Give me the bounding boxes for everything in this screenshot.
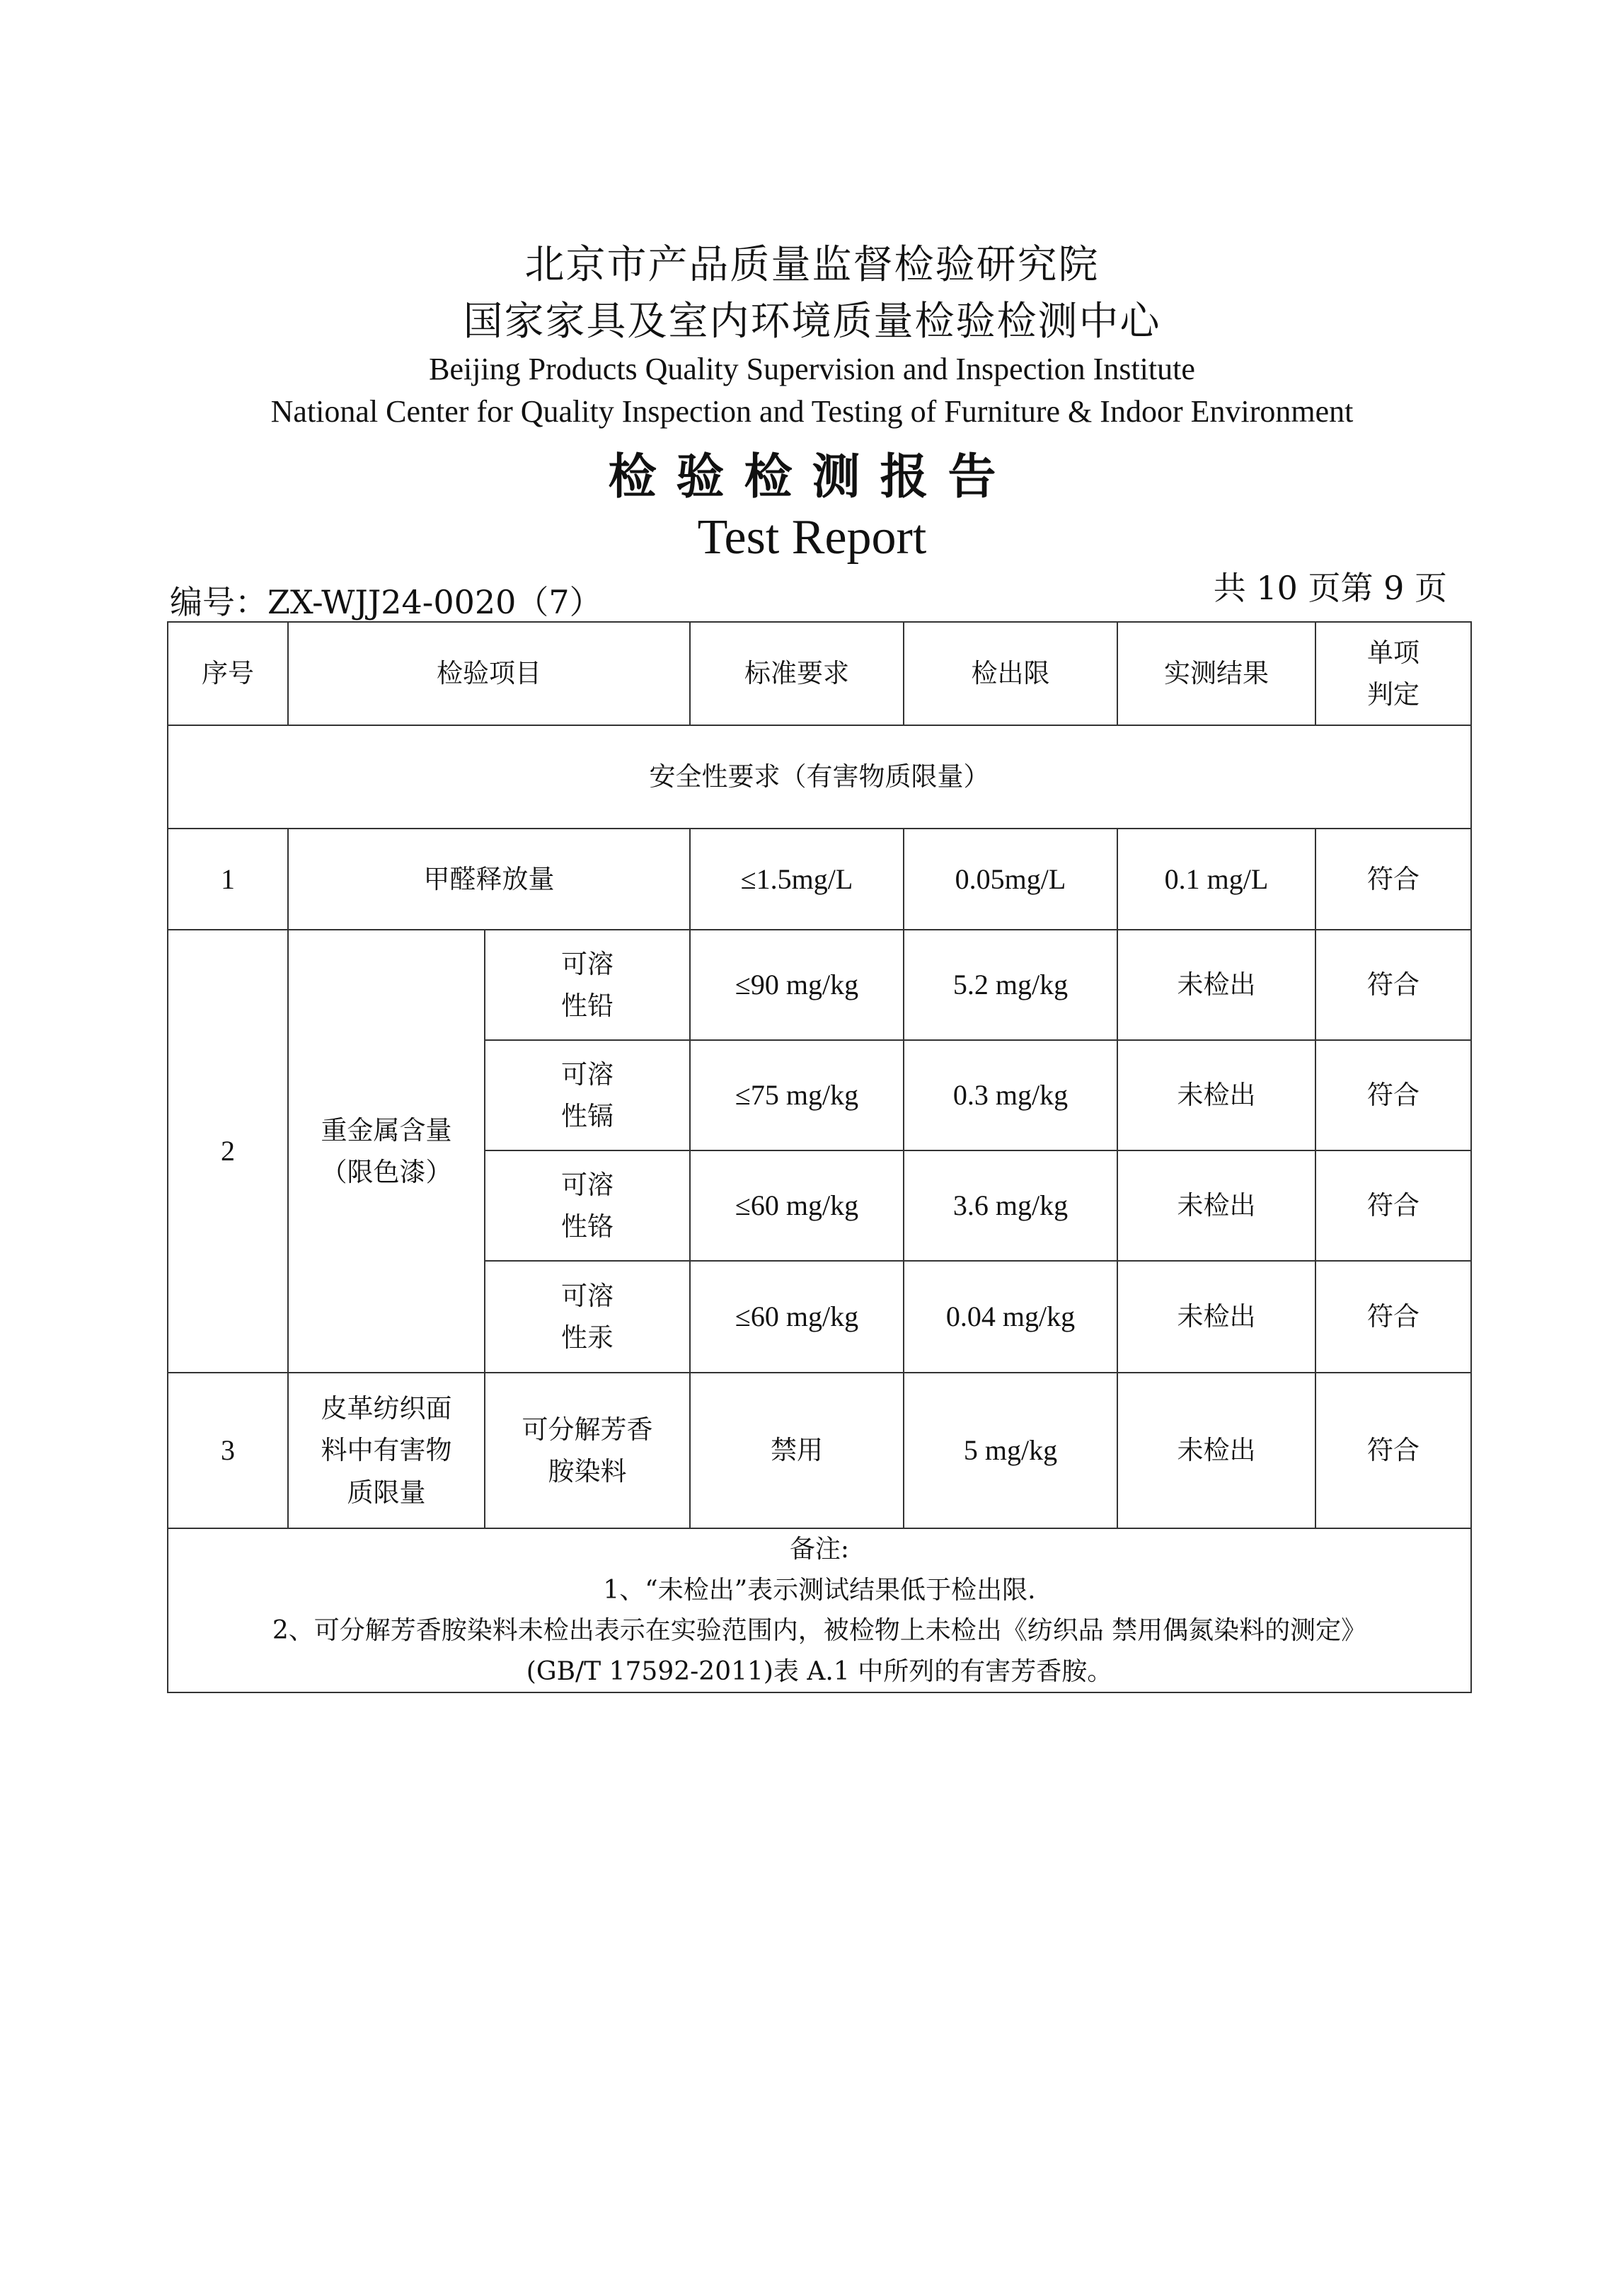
row2-sub-item [485,1040,690,1150]
row3-result: 未检出 [1117,1373,1315,1528]
row1-limit: 0.05mg/L [904,829,1117,930]
header-verdict [1315,622,1471,725]
notes-line1: 1、“未检出”表示测试结果低于检出限. [603,1575,1036,1605]
row3-limit: 5 mg/kg [904,1373,1117,1528]
row3-standard: 禁用 [690,1373,904,1528]
row2-verdict: 符合 [1315,930,1471,1040]
row2-result: 未检出 [1117,930,1315,1040]
sub-item-line1: 可溶 [561,1169,614,1200]
institute-name-en: Beijing Products Quality Supervision and Inspection Institute [429,352,1195,386]
header-no: 序号 [168,622,288,725]
row1-no: 1 [168,829,288,930]
row2-standard: ≤90 mg/kg [690,930,904,1040]
table-row [168,829,1471,930]
row2-verdict: 符合 [1315,1150,1471,1261]
row1-result: 0.1 mg/L [1117,829,1315,930]
section-row [168,725,1471,829]
row3-sub-item [485,1373,690,1528]
sub-item-line2: 性镉 [561,1101,614,1131]
notes [168,1528,1471,1692]
row3-item-line2: 料中有害物 [321,1435,452,1466]
notes-line3: (GB/T 17592-2011)表 A.1 中所列的有害芳香胺。 [526,1656,1113,1686]
row2-standard: ≤60 mg/kg [690,1150,904,1261]
header-verdict-line2: 判定 [1367,679,1419,710]
row3-no: 3 [168,1373,288,1528]
row2-verdict: 符合 [1315,1261,1471,1373]
table-row [168,930,1471,1040]
row2-no: 2 [168,930,288,1373]
header-verdict-line1: 单项 [1367,637,1419,668]
row2-item [288,930,485,1373]
notes-row [168,1528,1471,1692]
center-name-cn: 国家家具及室内环境质量检验检测中心 [463,299,1161,345]
row2-result: 未检出 [1117,1040,1315,1150]
row1-standard: ≤1.5mg/L [690,829,904,930]
row2-sub-item [485,930,690,1040]
row2-result: 未检出 [1117,1261,1315,1373]
page-info: 共 10 页第 9 页 [1213,569,1447,607]
row3-item-line3: 质限量 [347,1477,426,1508]
header-item: 检验项目 [288,622,690,725]
sub-item-line1: 可溶 [561,948,614,979]
sub-item-line1: 可溶 [561,1058,614,1090]
row2-item-line1: 重金属含量 [321,1114,452,1146]
sub-item-line2: 性铬 [561,1211,614,1242]
header-standard: 标准要求 [690,622,904,725]
notes-title: 备注: [789,1535,850,1564]
sub-item-line1: 可溶 [561,1280,614,1311]
row2-verdict: 符合 [1315,1040,1471,1150]
row2-limit: 0.3 mg/kg [904,1040,1117,1150]
section-title: 安全性要求（有害物质限量） [168,725,1471,829]
row2-sub-item [485,1261,690,1373]
table-header-row [168,622,1471,725]
row1-verdict: 符合 [1315,829,1471,930]
row2-result: 未检出 [1117,1150,1315,1261]
row3-sub-line2: 胺染料 [548,1456,627,1487]
row2-item-line2: （限色漆） [321,1157,452,1187]
table-row [168,1373,1471,1528]
row2-sub-item [485,1150,690,1261]
test-results-table [167,621,1472,1693]
header-result: 实测结果 [1117,622,1315,725]
institute-name-cn: 北京市产品质量监督检验研究院 [524,242,1100,288]
row3-sub-line1: 可分解芳香 [522,1414,653,1445]
sub-item-line2: 性汞 [561,1322,614,1353]
row2-limit: 3.6 mg/kg [904,1150,1117,1261]
center-name-en: National Center for Quality Inspection and Testing of Furniture & Indoor Environment [270,394,1354,429]
row3-verdict: 符合 [1315,1373,1471,1528]
row2-limit: 5.2 mg/kg [904,930,1117,1040]
sub-item-line2: 性铅 [561,991,614,1021]
report-number: 编号：ZX-WJJ24-0020（7） [170,583,602,621]
row3-item-line1: 皮革纺织面 [321,1393,452,1424]
report-title-cn: 检验检测报告 [608,449,1016,505]
row3-item [288,1373,485,1528]
row2-standard: ≤60 mg/kg [690,1261,904,1373]
report-title-en: Test Report [697,510,927,565]
row1-item: 甲醛释放量 [288,829,690,930]
row2-limit: 0.04 mg/kg [904,1261,1117,1373]
row2-standard: ≤75 mg/kg [690,1040,904,1150]
header-limit: 检出限 [904,622,1117,725]
notes-line2: 2、可分解芳香胺染料未检出表示在实验范围内，被检物上未检出《纺织品 禁用偶氮染料的测定》 [272,1616,1367,1646]
